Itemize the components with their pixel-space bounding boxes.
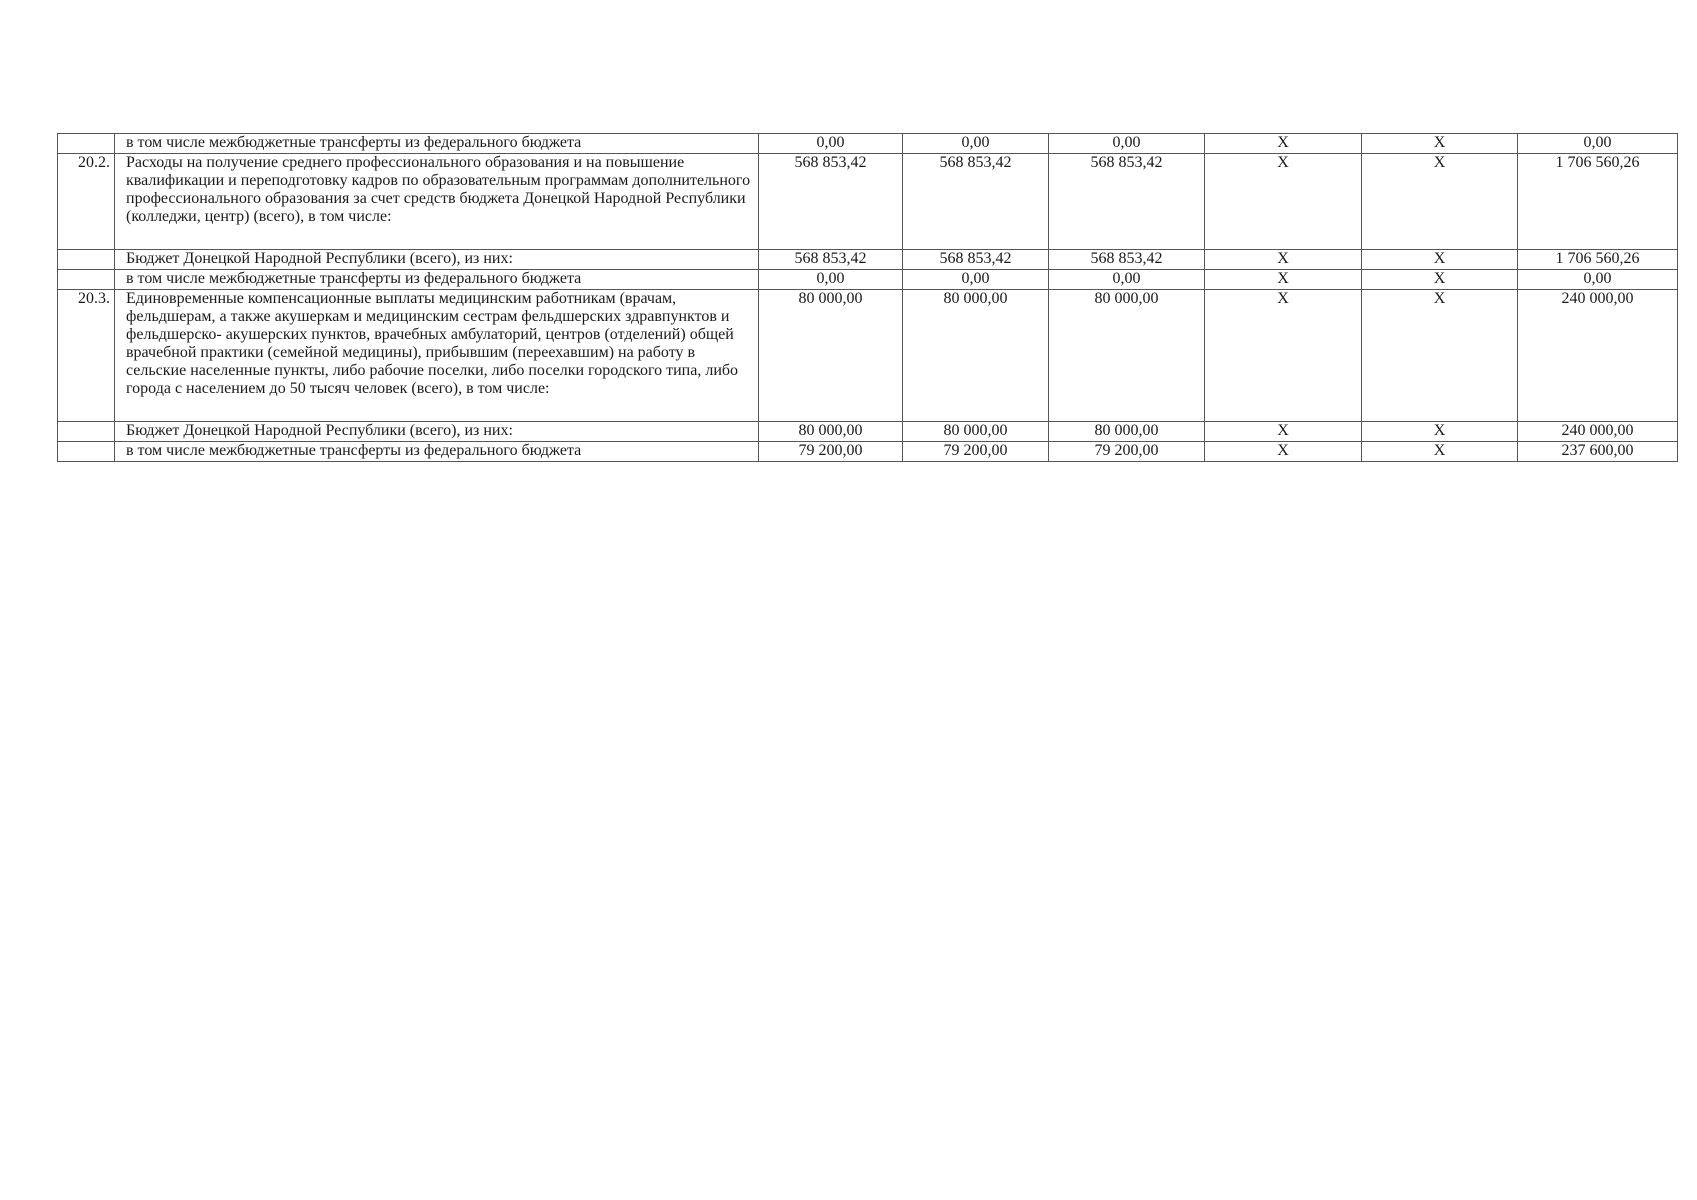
value-col-4: X	[1205, 270, 1362, 290]
value-col-4: X	[1205, 250, 1362, 270]
row-number	[58, 250, 115, 270]
value-col-4: X	[1205, 290, 1362, 422]
row-number	[58, 270, 115, 290]
value-col-4: X	[1205, 442, 1362, 462]
row-number: 20.3.	[58, 290, 115, 422]
budget-table	[57, 133, 1678, 462]
value-col-1: 80 000,00	[759, 422, 903, 442]
value-col-2: 568 853,42	[903, 250, 1049, 270]
value-col-3: 568 853,42	[1049, 250, 1205, 270]
value-col-5: X	[1362, 422, 1518, 442]
total-value: 1 706 560,26	[1518, 250, 1678, 270]
total-value: 237 600,00	[1518, 442, 1678, 462]
value-col-3: 568 853,42	[1049, 154, 1205, 250]
value-col-1: 568 853,42	[759, 250, 903, 270]
row-number	[58, 442, 115, 462]
table-row	[58, 134, 1678, 154]
value-col-1: 80 000,00	[759, 290, 903, 422]
row-number	[58, 134, 115, 154]
table-row	[58, 422, 1678, 442]
value-col-1: 568 853,42	[759, 154, 903, 250]
row-number: 20.2.	[58, 154, 115, 250]
value-col-5: X	[1362, 154, 1518, 250]
value-col-2: 80 000,00	[903, 290, 1049, 422]
value-col-2: 568 853,42	[903, 154, 1049, 250]
value-col-4: X	[1205, 134, 1362, 154]
row-description: Единовременные компенсационные выплаты медицинским работникам (врачам, фельдшерам, а также акушеркам и медицинским сестрам фельдшерских здравпунктов и фельдшерско- акушерских пунктов, врачебных амбулаторий, центров (отделений) общей врачебной практики (семейной медицины), прибывшим (переехавшим) на работу в сельские населенные пункты, либо рабочие поселки, либо поселки городского типа, либо города с населением до 50 тысяч человек (всего), в том числе:	[115, 290, 759, 422]
value-col-3: 0,00	[1049, 270, 1205, 290]
value-col-3: 80 000,00	[1049, 290, 1205, 422]
budget-table-page	[57, 133, 1677, 462]
total-value: 0,00	[1518, 134, 1678, 154]
row-description: в том числе межбюджетные трансферты из федерального бюджета	[115, 270, 759, 290]
value-col-2: 79 200,00	[903, 442, 1049, 462]
value-col-5: X	[1362, 250, 1518, 270]
total-value: 0,00	[1518, 270, 1678, 290]
total-value: 240 000,00	[1518, 422, 1678, 442]
row-number	[58, 422, 115, 442]
row-description: Бюджет Донецкой Народной Республики (всего), из них:	[115, 422, 759, 442]
value-col-3: 80 000,00	[1049, 422, 1205, 442]
table-row	[58, 270, 1678, 290]
row-description: Бюджет Донецкой Народной Республики (всего), из них:	[115, 250, 759, 270]
value-col-3: 0,00	[1049, 134, 1205, 154]
value-col-1: 79 200,00	[759, 442, 903, 462]
value-col-5: X	[1362, 270, 1518, 290]
table-row	[58, 290, 1678, 422]
row-description: в том числе межбюджетные трансферты из федерального бюджета	[115, 442, 759, 462]
total-value: 240 000,00	[1518, 290, 1678, 422]
value-col-5: X	[1362, 290, 1518, 422]
value-col-5: X	[1362, 134, 1518, 154]
total-value: 1 706 560,26	[1518, 154, 1678, 250]
value-col-1: 0,00	[759, 134, 903, 154]
value-col-2: 0,00	[903, 134, 1049, 154]
value-col-2: 0,00	[903, 270, 1049, 290]
value-col-3: 79 200,00	[1049, 442, 1205, 462]
value-col-5: X	[1362, 442, 1518, 462]
table-row	[58, 250, 1678, 270]
value-col-4: X	[1205, 154, 1362, 250]
table-row	[58, 442, 1678, 462]
value-col-1: 0,00	[759, 270, 903, 290]
value-col-2: 80 000,00	[903, 422, 1049, 442]
row-description: Расходы на получение среднего профессионального образования и на повышение квалификации и переподготовку кадров по образовательным программам дополнительного профессионального образования за счет средств бюджета Донецкой Народной Республики (колледжи, центр) (всего), в том числе:	[115, 154, 759, 250]
row-description: в том числе межбюджетные трансферты из федерального бюджета	[115, 134, 759, 154]
table-row	[58, 154, 1678, 250]
value-col-4: X	[1205, 422, 1362, 442]
